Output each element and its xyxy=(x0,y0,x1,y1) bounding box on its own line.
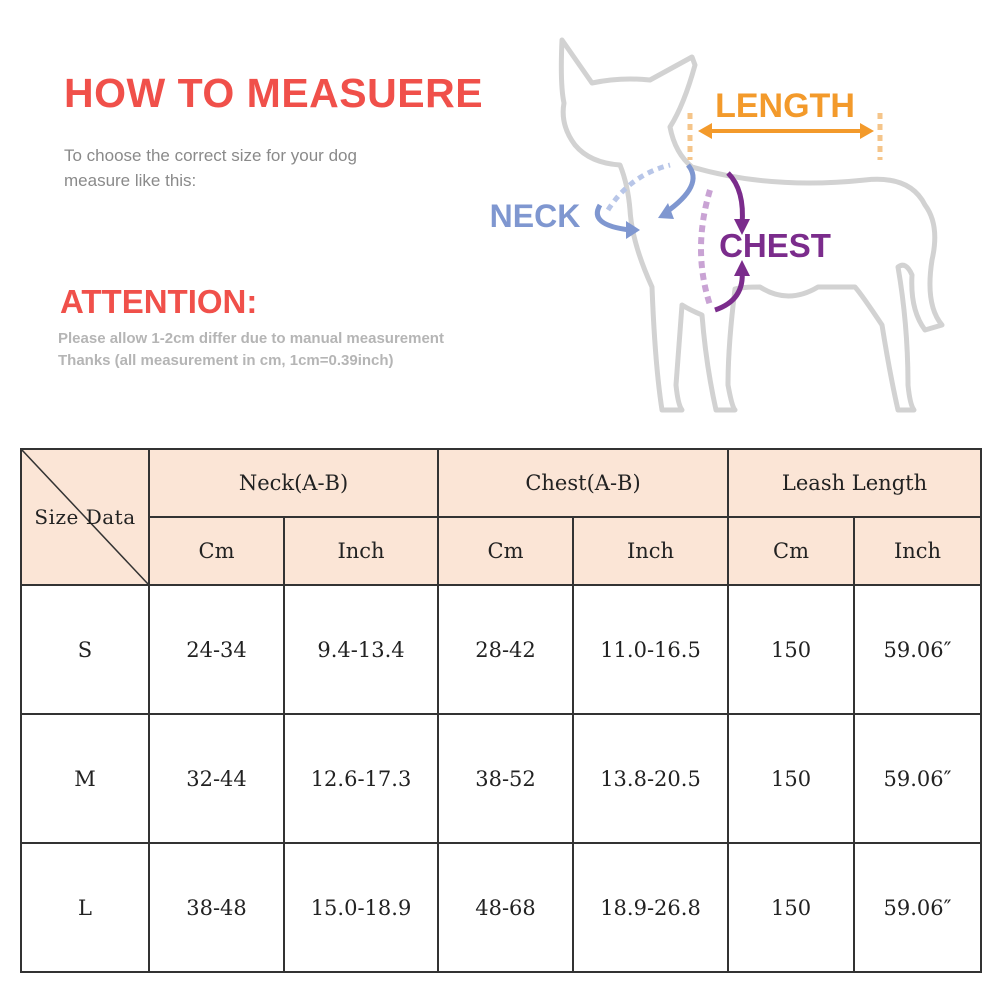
table-cell: 150 xyxy=(728,585,854,714)
chest-header: Chest(A-B) xyxy=(438,449,728,517)
table-cell: 28-42 xyxy=(438,585,573,714)
table-cell: 15.0-18.9 xyxy=(284,843,438,972)
instructions-line-2: measure like this: xyxy=(64,171,197,190)
size-cell: L xyxy=(21,843,149,972)
table-unit-row xyxy=(21,517,981,585)
table-cell: 13.8-20.5 xyxy=(573,714,728,843)
table-cell: 38-48 xyxy=(149,843,284,972)
table-cell: 150 xyxy=(728,843,854,972)
size-cell: S xyxy=(21,585,149,714)
chest-dotted-line xyxy=(701,190,710,305)
size-cell: M xyxy=(21,714,149,843)
table-cell: 59.06″ xyxy=(854,585,981,714)
table-cell: 48-68 xyxy=(438,843,573,972)
chest-arrow-top xyxy=(728,173,742,225)
unit-header: Inch xyxy=(284,517,438,585)
table-cell: 11.0-16.5 xyxy=(573,585,728,714)
table-cell: 12.6-17.3 xyxy=(284,714,438,843)
unit-header: Cm xyxy=(438,517,573,585)
attention-heading: ATTENTION: xyxy=(60,283,258,320)
table-cell: 24-34 xyxy=(149,585,284,714)
unit-header: Cm xyxy=(149,517,284,585)
unit-header: Inch xyxy=(854,517,981,585)
attention-note-line-2: Thanks (all measurement in cm, 1cm=0.39inch) xyxy=(58,352,394,369)
table-row xyxy=(21,714,981,843)
size-data-corner-cell xyxy=(21,449,149,585)
chest-label: CHEST xyxy=(719,227,831,264)
instructions-line-1: To choose the correct size for your dog xyxy=(64,146,357,165)
page-title: HOW TO MEASUERE xyxy=(64,70,484,116)
size-data-label: Size Data xyxy=(34,505,136,529)
table-cell: 38-52 xyxy=(438,714,573,843)
neck-arrow-right xyxy=(665,165,693,213)
neck-label: NECK xyxy=(489,198,581,234)
table-row xyxy=(21,843,981,972)
attention-note-line-1: Please allow 1-2cm differ due to manual measurement xyxy=(58,330,444,347)
neck-arrow-left xyxy=(597,205,630,230)
table-cell: 9.4-13.4 xyxy=(284,585,438,714)
length-arrow-left-icon xyxy=(698,123,712,139)
unit-header: Inch xyxy=(573,517,728,585)
table-cell: 18.9-26.8 xyxy=(573,843,728,972)
table-cell: 59.06″ xyxy=(854,843,981,972)
neck-header: Neck(A-B) xyxy=(149,449,438,517)
size-chart-table xyxy=(20,448,982,973)
table-cell: 32-44 xyxy=(149,714,284,843)
table-cell: 150 xyxy=(728,714,854,843)
leash-length-header: Leash Length xyxy=(728,449,981,517)
attention-note xyxy=(58,328,508,372)
table-cell: 59.06″ xyxy=(854,714,981,843)
length-arrow-right-icon xyxy=(860,123,874,139)
dog-measurement-diagram xyxy=(470,25,990,425)
unit-header: Cm xyxy=(728,517,854,585)
neck-dotted-line xyxy=(608,165,670,210)
table-row xyxy=(21,585,981,714)
instructions xyxy=(64,143,357,193)
table-header-row xyxy=(21,449,981,517)
length-label: LENGTH xyxy=(715,87,855,125)
